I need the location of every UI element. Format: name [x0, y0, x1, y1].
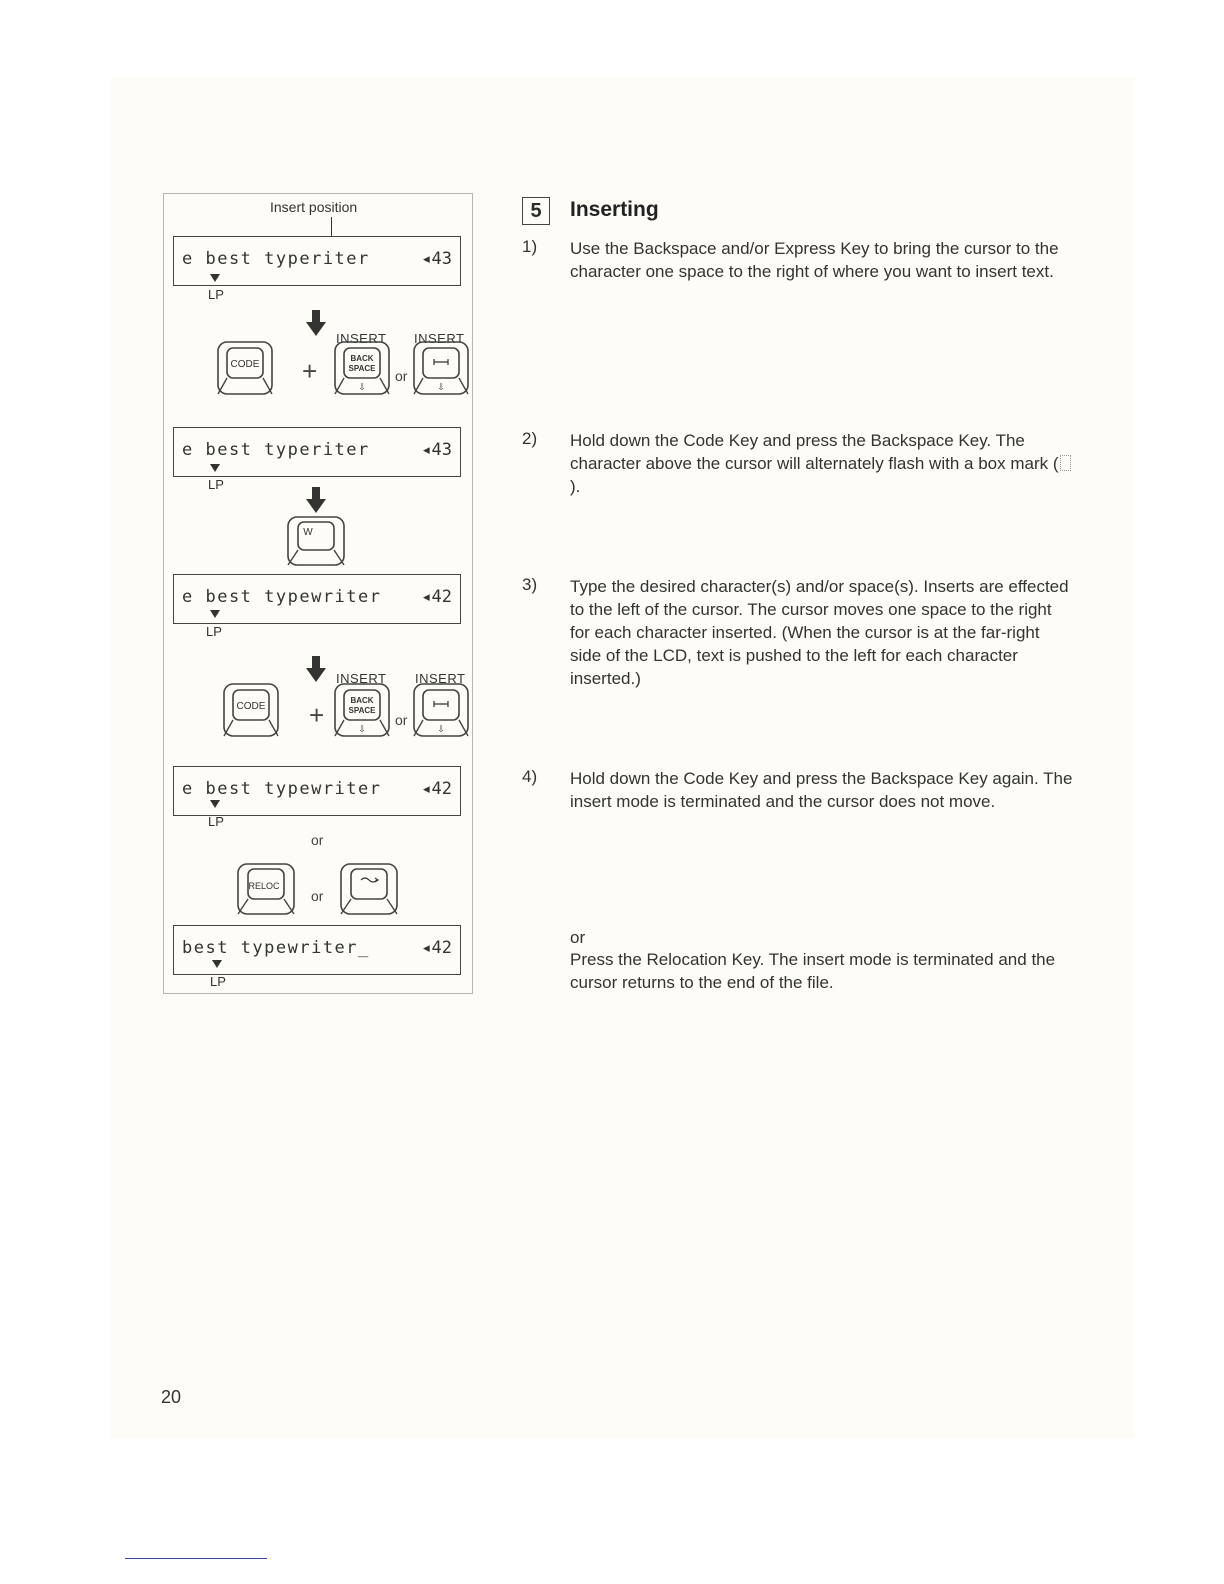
- step-2-text: Hold down the Code Key and press the Backspace Key. The character above the cursor will alternately flash with a box mark ().: [570, 429, 1075, 498]
- insert-caption: INSERT: [415, 671, 466, 686]
- step-number: 2): [522, 429, 538, 448]
- tab-key-icon: [412, 340, 470, 396]
- svg-text:⇩: ⇩: [358, 382, 366, 392]
- or-label: or: [311, 888, 324, 904]
- lp-indicator: LP: [206, 624, 222, 639]
- or-label: or: [395, 368, 408, 384]
- lp-indicator: LP: [208, 814, 224, 829]
- svg-text:BACK: BACK: [350, 354, 374, 363]
- svg-text:SPACE: SPACE: [348, 706, 376, 715]
- cursor-triangle-icon: [210, 274, 220, 282]
- backspace-key-icon: [333, 682, 391, 738]
- insert-caption: INSERT: [336, 671, 387, 686]
- lcd-position: ◂42: [421, 938, 452, 958]
- svg-text:⇩: ⇩: [437, 382, 445, 392]
- svg-text:RELOC: RELOC: [248, 881, 280, 891]
- svg-text:CODE: CODE: [236, 701, 266, 712]
- relocation-text: Press the Relocation Key. The insert mode is terminated and the cursor returns to the end of the file.: [570, 950, 1056, 992]
- svg-text:⇩: ⇩: [437, 724, 445, 734]
- tab-key-icon: [412, 682, 470, 738]
- insert-caption: INSERT: [336, 331, 387, 346]
- cursor-triangle-icon: [210, 464, 220, 472]
- or-label: or: [311, 832, 324, 848]
- step-3-text: Type the desired character(s) and/or space(s). Inserts are effected to the left of the cursor. The cursor moves one space to the right for each character inserted. (When the cursor is at the far-right side of the LCD, text is pushed to the left for each character inserted.): [570, 577, 1069, 688]
- box-mark-icon: [1060, 455, 1071, 471]
- lp-indicator: LP: [208, 287, 224, 302]
- lcd-position: ◂42: [421, 587, 452, 607]
- lcd-text: e best typeriter: [182, 249, 370, 269]
- insert-position-label: Insert position: [270, 199, 358, 215]
- cursor-triangle-icon: [210, 800, 220, 808]
- svg-text:SPACE: SPACE: [348, 364, 376, 373]
- down-arrow-icon: [304, 310, 328, 336]
- plus-sign: +: [302, 356, 318, 386]
- backspace-key-icon: [333, 340, 391, 396]
- step-1-text: Use the Backspace and/or Express Key to bring the cursor to the character one space to the right of where you want to insert text.: [570, 239, 1059, 281]
- lp-indicator: LP: [208, 477, 224, 492]
- lcd-text: best typewriter_: [182, 938, 370, 958]
- reloc-key-icon: [236, 862, 296, 916]
- svg-text:W: W: [303, 527, 313, 538]
- express-key-icon: [339, 862, 399, 916]
- lcd-position: ◂43: [421, 249, 452, 269]
- lp-indicator: LP: [210, 974, 226, 989]
- bottom-rule: [125, 1558, 267, 1559]
- plus-sign: +: [309, 700, 325, 730]
- lcd-text: e best typeriter: [182, 440, 370, 460]
- cursor-triangle-icon: [210, 610, 220, 618]
- svg-text:⇩: ⇩: [358, 724, 366, 734]
- lcd-text: e best typewriter: [182, 779, 382, 799]
- section-title: Inserting: [570, 198, 659, 221]
- down-arrow-icon: [304, 487, 328, 513]
- svg-text:BACK: BACK: [350, 696, 374, 705]
- step-number: 3): [522, 575, 538, 594]
- or-text: or: [570, 928, 586, 947]
- step-number: 4): [522, 767, 538, 786]
- insert-caption: INSERT: [414, 331, 465, 346]
- code-key-icon: [216, 340, 274, 396]
- code-key-icon: [222, 682, 280, 738]
- lcd-text: e best typewriter: [182, 587, 382, 607]
- lcd-position: ◂43: [421, 440, 452, 460]
- lcd-position: ◂42: [421, 779, 452, 799]
- lcd-screen-4: [173, 766, 461, 816]
- or-label: or: [395, 712, 408, 728]
- step-4-text: Hold down the Code Key and press the Backspace Key again. The insert mode is terminated and the cursor does not move.: [570, 769, 1073, 811]
- cursor-triangle-icon: [212, 960, 222, 968]
- w-key-icon: [286, 515, 346, 567]
- code-key-label: CODE: [230, 359, 260, 370]
- page-number: 20: [161, 1387, 182, 1407]
- step-number: 1): [522, 237, 538, 256]
- down-arrow-icon: [304, 656, 328, 682]
- section-number: 5: [522, 197, 550, 225]
